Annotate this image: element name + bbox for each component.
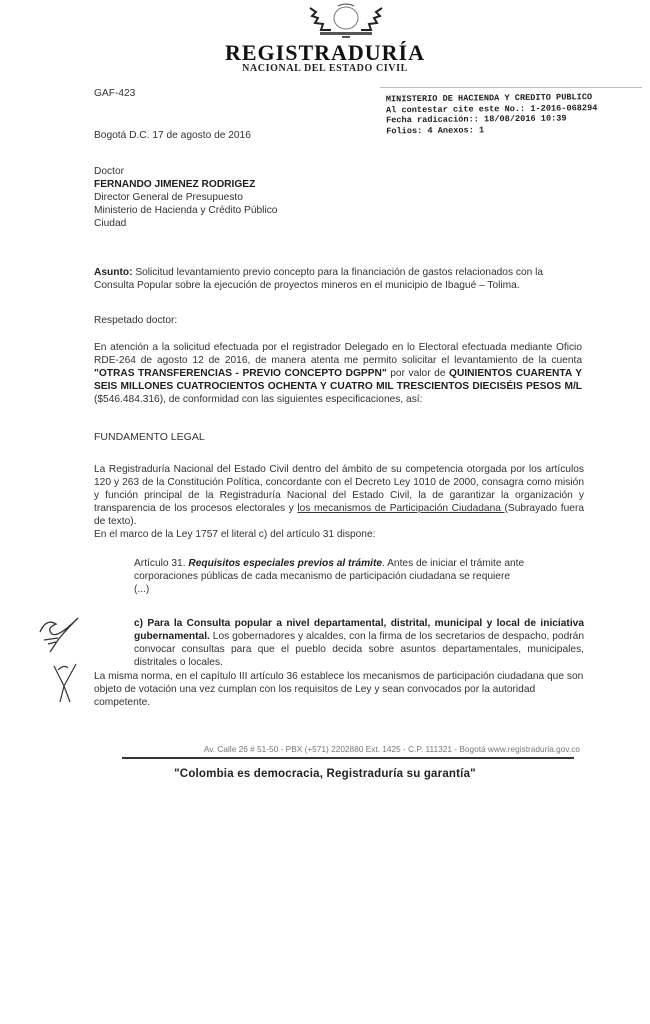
stamp-line: MINISTERIO DE HACIENDA Y CREDITO PUBLICO	[385, 92, 593, 105]
recipient-city: Ciudad	[94, 218, 127, 229]
filing-stamp	[386, 92, 646, 137]
underlined-text: los mecanismos de Participación Ciudadana	[297, 503, 505, 514]
text-run: La Registraduría Nacional del Estado Civil dentro del ámbito de su competencia otorgada por los artículos 120 y 263 de la Constitución Política, concordante con el Decreto Ley 1010 de 2000, consagra como misión y función principal de la Registraduría Nacional del Estado Civil, la de garantizar la organización y transparencia de los procesos electorales y	[94, 464, 584, 514]
subject-text: Solicitud levantamiento previo concepto para la financiación de gastos relacionados con la Consulta Popular sobre la ejecución de proyectos mineros en el municipio de Ibagué – Tolima.	[94, 267, 544, 291]
text-run: por valor de	[386, 368, 450, 379]
request-paragraph	[94, 341, 582, 406]
article-quote	[134, 557, 582, 596]
amount-words: QUINIENTOS CUARENTA Y SEIS MILLONES CUATROCIENTOS OCHENTA Y CUATRO MIL TRESCIENTOS DIECISÉIS PESOS M/L	[94, 368, 582, 392]
footer-address: Av. Calle 26 # 51-50 - PBX (+571) 2202880 Ext. 1425 - C.P. 111321 - Bogotá www.registraduria.gov.co	[203, 744, 580, 754]
signature-initials-icon	[50, 660, 80, 704]
coat-of-arms-icon	[300, 2, 392, 40]
article-title: Requisitos especiales previos al trámite	[188, 558, 383, 569]
text-run: (Subrayado fuera de texto).	[94, 503, 585, 527]
stamp-rule	[380, 87, 642, 88]
article-36-paragraph: La misma norma, en el capítulo III artículo 36 establece los mecanismos de participación ciudadana que son objeto de votación una vez cumplan con los requisitos de Ley y sean convocados por la autoridad competente.	[94, 671, 584, 708]
signature-initials-icon	[34, 610, 84, 654]
article-number: Artículo 31.	[134, 558, 189, 569]
stamp-line: Al contestar cite este No.: 1-2016-068294	[385, 102, 598, 115]
org-subtitle: NACIONAL DEL ESTADO CIVIL	[242, 63, 408, 74]
letter-date: Bogotá D.C. 17 de agosto de 2016	[94, 130, 251, 141]
recipient-name: FERNANDO JIMENEZ RODRIGEZ	[94, 179, 256, 190]
reference-number: GAF-423	[94, 88, 136, 99]
recipient-organization: Ministerio de Hacienda y Crédito Público	[94, 205, 278, 216]
stamp-line: Folios: 4 Anexos: 1	[386, 124, 485, 136]
text-run: . Antes de iniciar el trámite ante corporaciones públicas de cada mecanismo de participación ciudadana se requiere	[134, 558, 525, 582]
text-run: Los gobernadores y alcaldes, con la firma de los secretarios de despacho, podrán convocar consultas para que el pueblo decida sobre asuntos departamentales, municipales, distritales o locales.	[134, 631, 584, 668]
stamp-line: Fecha radicación:: 18/08/2016 10:39	[386, 113, 567, 126]
footer-motto: "Colombia es democracia, Registraduría su garantía"	[174, 768, 476, 780]
recipient-block	[94, 165, 277, 230]
subject-label: Asunto:	[94, 267, 133, 278]
section-heading: FUNDAMENTO LEGAL	[94, 431, 205, 443]
greeting: Respetado doctor:	[94, 315, 178, 326]
org-title: REGISTRADURÍA	[224, 40, 426, 65]
subject	[94, 266, 584, 292]
footer-divider	[122, 757, 574, 759]
literal-c-quote	[134, 617, 584, 669]
account-name: "OTRAS TRANSFERENCIAS - PREVIO CONCEPTO DGPPN"	[94, 368, 387, 379]
recipient-title: Doctor	[94, 166, 125, 177]
legal-basis-paragraph	[94, 463, 584, 528]
recipient-position: Director General de Presupuesto	[94, 192, 243, 203]
literal-c-heading: c) Para la Consulta popular a nivel departamental, distrital, municipal y local de iniciativa gubernamental.	[134, 618, 584, 642]
text-run: ($546.484.316), de conformidad con las siguientes especificaciones, así:	[94, 394, 423, 405]
law-reference-paragraph: En el marco de la Ley 1757 el literal c) del artículo 31 dispone:	[94, 529, 376, 540]
ellipsis: (...)	[134, 584, 150, 595]
text-run: En atención a la solicitud efectuada por el registrador Delegado en lo Electoral efectuada mediante Oficio RDE-264 de agosto 12 de 2016, de manera atenta me permito solicitar el levantamiento de la cuenta	[94, 342, 582, 366]
